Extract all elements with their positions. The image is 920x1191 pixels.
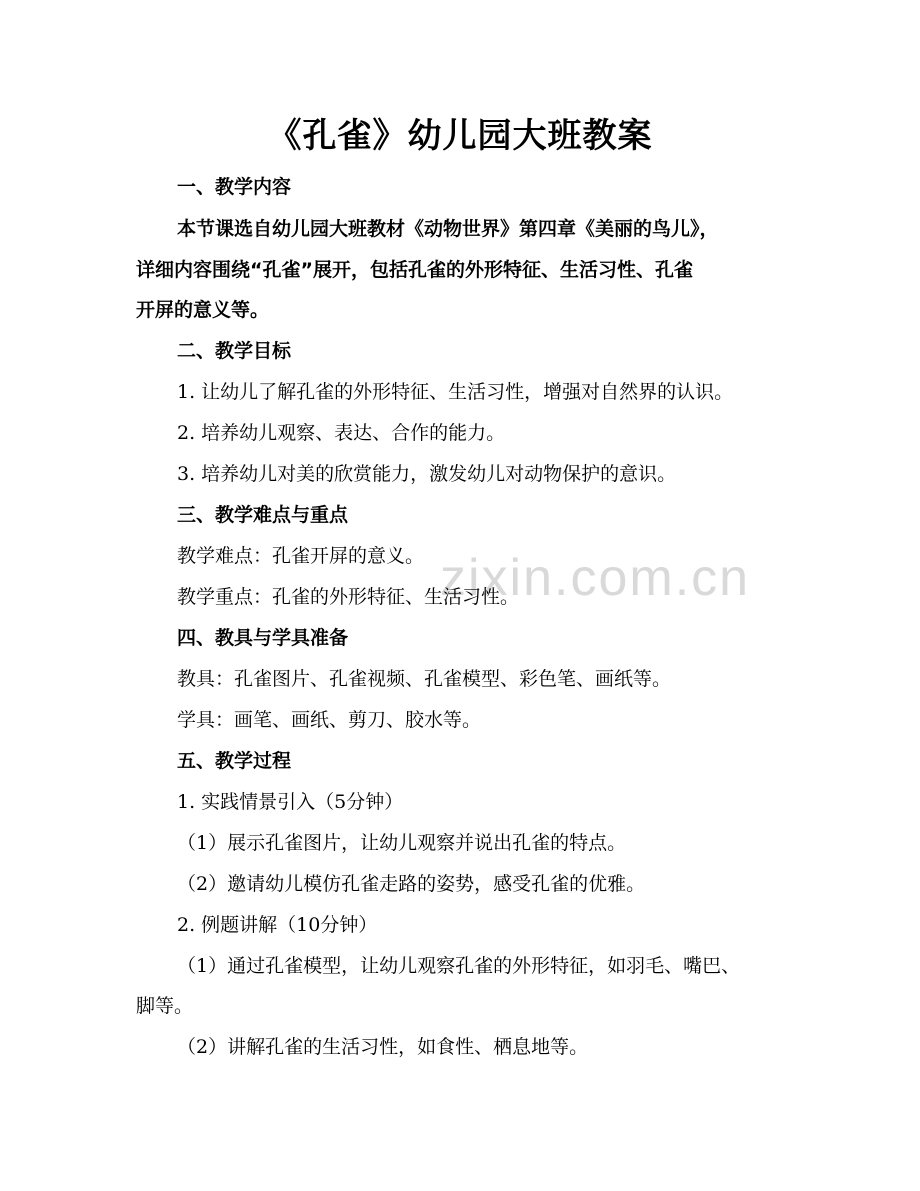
list-item: （1）展示孔雀图片，让幼儿观察并说出孔雀的特点。 bbox=[177, 832, 627, 854]
list-item: 1. 实践情景引入（5分钟） bbox=[177, 791, 404, 813]
section-heading-4: 四、教具与学具准备 bbox=[177, 627, 349, 649]
list-item: （1）通过孔雀模型，让幼儿观察孔雀的外形特征，如羽毛、嘴巴、 bbox=[177, 955, 741, 977]
list-item: （2）讲解孔雀的生活习性，如食性、栖息地等。 bbox=[177, 1036, 589, 1058]
list-item: 2. 培养幼儿观察、表达、合作的能力。 bbox=[177, 422, 506, 444]
section-heading-1: 一、教学内容 bbox=[177, 176, 292, 198]
paragraph-line: 开屏的意义等。 bbox=[136, 299, 270, 321]
section-heading-3: 三、教学难点与重点 bbox=[177, 504, 349, 526]
list-item: 1. 让幼儿了解孔雀的外形特征、生活习性，增强对自然界的认识。 bbox=[177, 381, 734, 403]
section-heading-5: 五、教学过程 bbox=[177, 750, 292, 772]
paragraph-line: 教学重点：孔雀的外形特征、生活习性。 bbox=[177, 586, 520, 608]
section-heading-2: 二、教学目标 bbox=[177, 340, 292, 362]
paragraph-line: 详细内容围绕“孔雀”展开，包括孔雀的外形特征、生活习性、孔雀 bbox=[136, 259, 693, 281]
document-title: 《孔雀》幼儿园大班教案 bbox=[267, 116, 653, 156]
paragraph-line: 本节课选自幼儿园大班教材《动物世界》第四章《美丽的鸟儿》， bbox=[177, 218, 719, 240]
list-item: 2. 例题讲解（10分钟） bbox=[177, 914, 378, 936]
list-item: 3. 培养幼儿对美的欣赏能力，激发幼儿对动物保护的意识。 bbox=[177, 463, 677, 485]
paragraph-line: 教具：孔雀图片、孔雀视频、孔雀模型、彩色笔、画纸等。 bbox=[177, 668, 672, 690]
paragraph-line: 学具：画笔、画纸、剪刀、胶水等。 bbox=[177, 709, 482, 731]
watermark: zixin.com.cn bbox=[440, 549, 751, 607]
paragraph-line: 教学难点：孔雀开屏的意义。 bbox=[177, 545, 425, 567]
paragraph-line: 脚等。 bbox=[136, 995, 194, 1017]
list-item: （2）邀请幼儿模仿孔雀走路的姿势，感受孔雀的优雅。 bbox=[177, 873, 646, 895]
